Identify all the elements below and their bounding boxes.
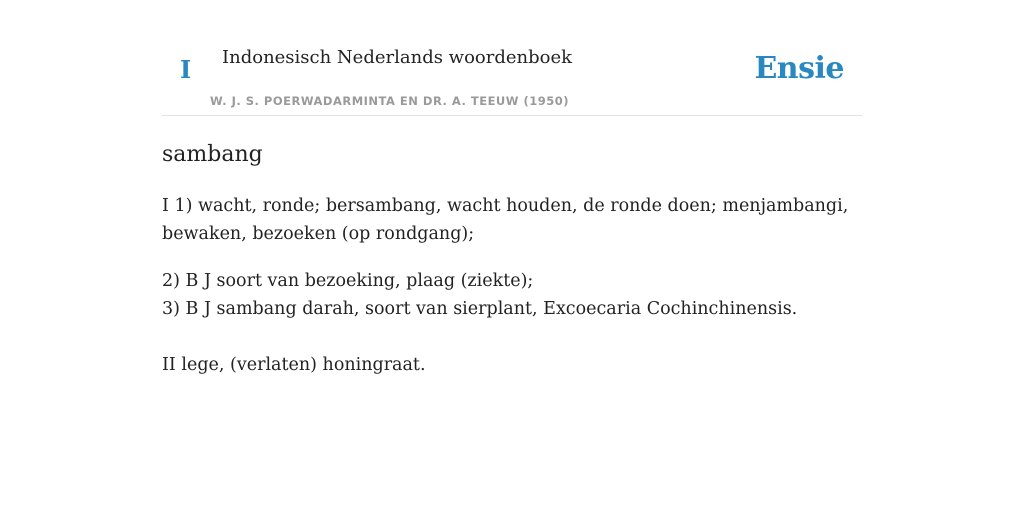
ensie-logo[interactable]: Ensie — [754, 51, 844, 86]
entry-definitions — [162, 192, 862, 379]
definition-paragraph: I 1) wacht, ronde; bersambang, wacht houden, de ronde doen; menjambangi, bewaken, bezoeken (op rondgang); — [162, 196, 849, 244]
entry-headword: sambang — [162, 142, 263, 167]
definition-paragraph: 3) B J sambang darah, soort van sierplant, Excoecaria Cochinchinensis. — [162, 299, 798, 319]
book-author: W. J. S. POERWADARMINTA EN DR. A. TEEUW (1950) — [210, 94, 569, 108]
definition-paragraph: II lege, (verlaten) honingraat. — [162, 355, 426, 375]
book-letter-badge[interactable]: I — [180, 55, 192, 84]
definition-paragraph: 2) B J soort van bezoeking, plaag (ziekte); — [162, 271, 534, 291]
dictionary-page — [162, 0, 862, 512]
dictionary-header — [162, 0, 862, 116]
book-title-link[interactable]: Indonesisch Nederlands woordenboek — [222, 47, 573, 68]
